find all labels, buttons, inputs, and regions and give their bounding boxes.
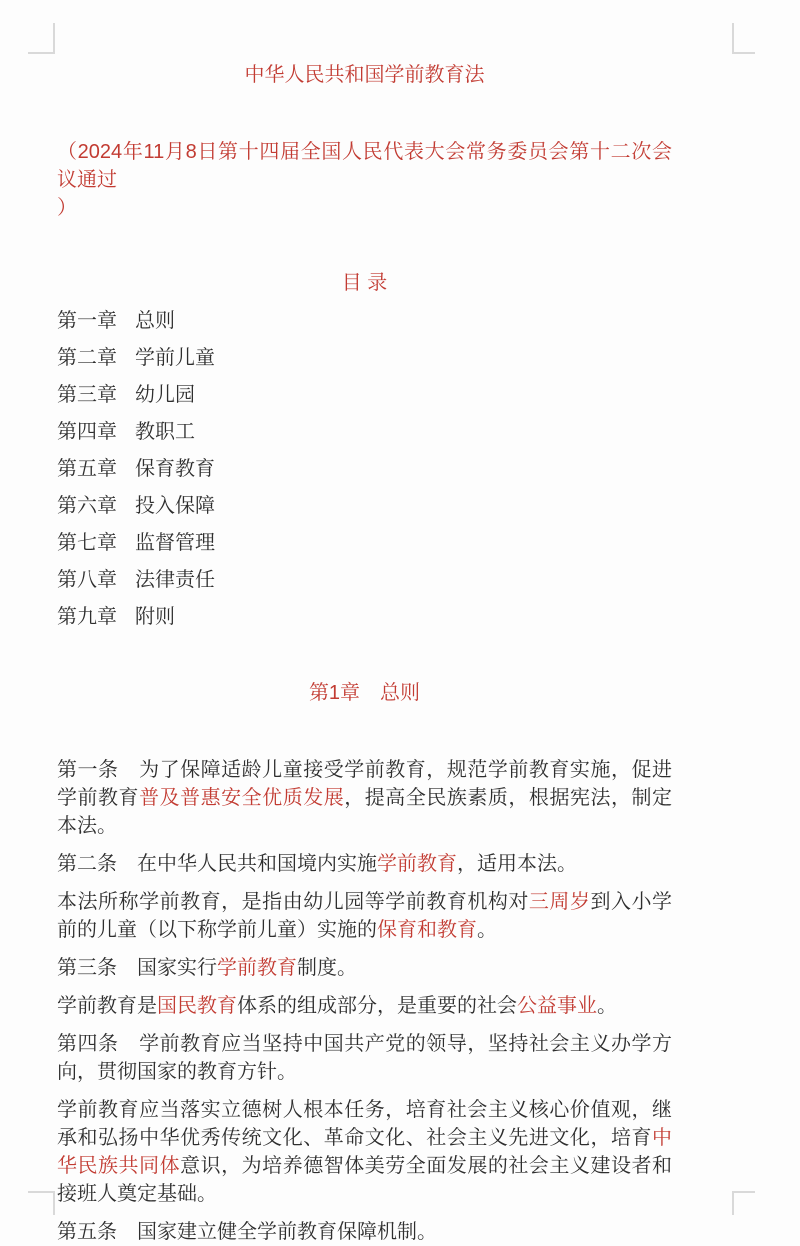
corner-mark-bottom-right (732, 1191, 755, 1215)
article-paragraph (57, 888, 672, 944)
paragraph-text: 第一条 为了保障适龄儿童接受学前教育，规范学前教育实施，促进学前教育 (57, 759, 672, 809)
corner-mark-bottom-left (28, 1191, 55, 1215)
paragraph-text: 到入小学前的儿童（以下称学前儿童）实施的 (57, 891, 673, 941)
subtitle-line-1: （2024年11月8日第十四届全国人民代表大会常务委员会第十二次会议通过 (57, 141, 672, 191)
paragraph-text: 体系的组成部分，是重要的社会 (237, 995, 517, 1017)
article-paragraph (57, 1218, 672, 1246)
toc-chapter-number: 第一章 (57, 310, 117, 332)
paragraph-text: 学前教育是 (57, 995, 157, 1017)
highlighted-term: 三周岁 (528, 891, 591, 913)
toc-item (57, 311, 672, 331)
document-title: 中华人民共和国学前教育法 (244, 64, 485, 86)
article-paragraph (57, 756, 672, 840)
toc-item (57, 385, 672, 405)
toc-item (57, 459, 672, 479)
toc-item (57, 570, 672, 590)
toc-chapter-number: 第九章 (57, 606, 117, 628)
toc-chapter-title: 幼儿园 (135, 384, 195, 406)
paragraph-text: 本法所称学前教育，是指由幼儿园等学前教育机构对 (57, 891, 529, 913)
highlighted-term: 国民教育 (157, 995, 237, 1017)
toc-chapter-number: 第八章 (57, 569, 117, 591)
highlighted-term: 中华民族共同体 (57, 1127, 672, 1177)
toc-chapter-title: 教职工 (135, 421, 195, 443)
toc-item (57, 496, 672, 516)
paragraph-text: 制度。 (297, 957, 357, 979)
paragraph-text: ，适用本法。 (457, 853, 577, 875)
article-paragraph (57, 954, 672, 982)
toc-item (57, 348, 672, 368)
document-subtitle (57, 138, 672, 222)
highlighted-term: 学前教育 (377, 853, 457, 875)
subtitle-line-2: ） (57, 197, 77, 219)
article-paragraph (57, 1030, 672, 1086)
toc-chapter-number: 第三章 (57, 384, 117, 406)
corner-mark-top-right (732, 23, 755, 54)
highlighted-term: 公益事业 (517, 995, 597, 1017)
toc-item (57, 422, 672, 442)
paragraph-text: 。 (597, 995, 617, 1017)
toc-chapter-title: 投入保障 (135, 495, 215, 517)
highlighted-term: 保育和教育 (377, 919, 477, 941)
toc-chapter-number: 第二章 (57, 347, 117, 369)
paragraph-text: 。 (477, 919, 497, 941)
chapter-heading: 第1章 总则 (308, 682, 421, 704)
toc-chapter-title: 监督管理 (135, 532, 215, 554)
article-body (57, 756, 672, 1246)
toc-chapter-number: 第七章 (57, 532, 117, 554)
toc-chapter-number: 第四章 (57, 421, 117, 443)
toc-chapter-title: 法律责任 (135, 569, 215, 591)
paragraph-text: 第四条 学前教育应当坚持中国共产党的领导，坚持社会主义办学方向，贯彻国家的教育方针。 (57, 1033, 672, 1083)
toc-chapter-title: 学前儿童 (135, 347, 215, 369)
corner-mark-top-left (28, 23, 55, 54)
toc-chapter-title: 总则 (135, 310, 175, 332)
toc-chapter-number: 第六章 (57, 495, 117, 517)
toc-chapter-title: 保育教育 (135, 458, 215, 480)
highlighted-term: 学前教育 (217, 957, 297, 979)
paragraph-text: 第五条 国家建立健全学前教育保障机制。 (57, 1221, 437, 1243)
article-paragraph (57, 992, 672, 1020)
paragraph-text: 学前教育应当落实立德树人根本任务，培育社会主义核心价值观，继承和弘扬中华优秀传统文化、革命文化、社会主义先进文化，培育 (57, 1099, 672, 1149)
toc-item (57, 533, 672, 553)
paragraph-text: 第二条 在中华人民共和国境内实施 (57, 853, 377, 875)
toc-chapter-title: 附则 (135, 606, 175, 628)
paragraph-text: 第三条 国家实行 (57, 957, 217, 979)
toc-chapter-number: 第五章 (57, 458, 117, 480)
paragraph-text: 意识，为培养德智体美劳全面发展的社会主义建设者和接班人奠定基础。 (57, 1155, 673, 1205)
paragraph-text: ，提高全民族素质，根据宪法，制定本法。 (57, 787, 673, 837)
toc-heading: 目 录 (341, 272, 388, 294)
highlighted-term: 普及普惠安全优质发展 (139, 787, 345, 809)
toc-list (57, 311, 672, 627)
article-paragraph (57, 1096, 672, 1208)
toc-item (57, 607, 672, 627)
article-paragraph (57, 850, 672, 878)
